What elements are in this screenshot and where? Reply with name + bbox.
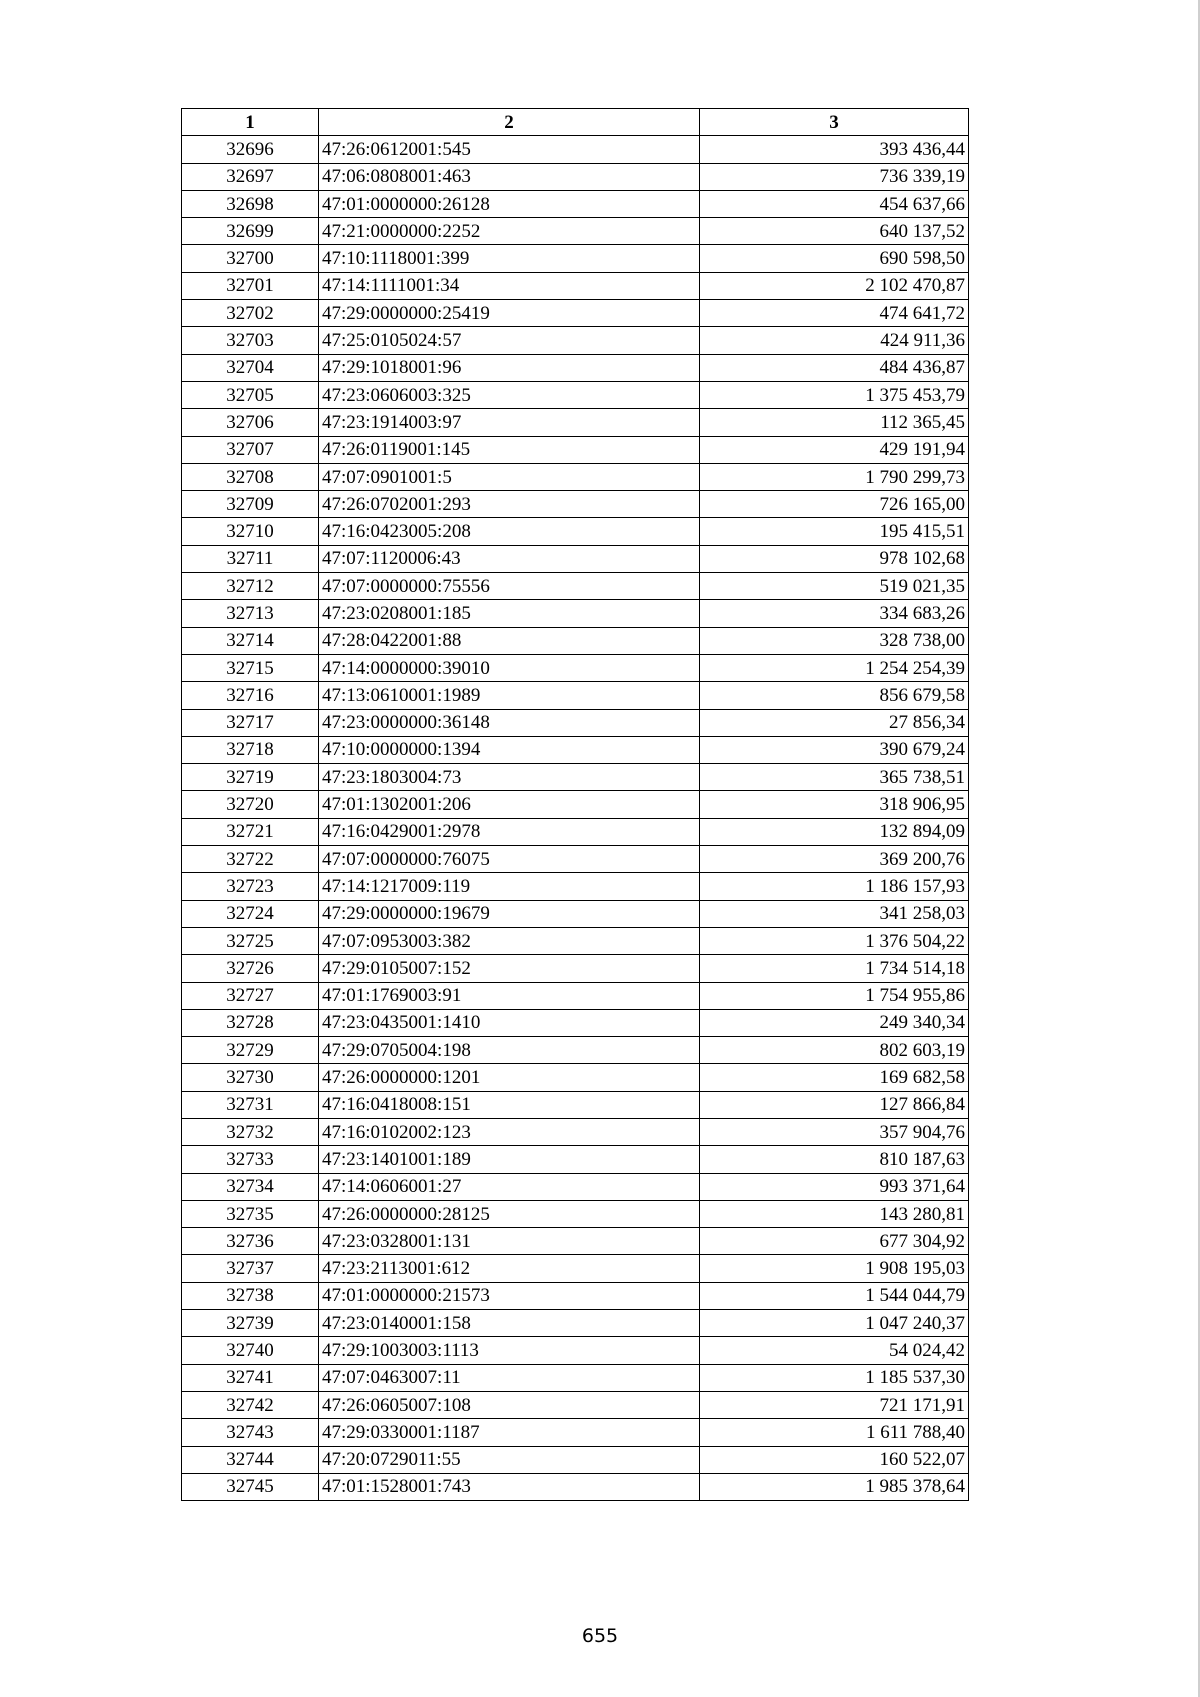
cadastral-number-cell: 47:29:0105007:152	[319, 955, 700, 982]
table-row	[182, 463, 969, 490]
cadastral-number-cell: 47:07:0901001:5	[319, 463, 700, 490]
cadastral-number-cell: 47:20:0729011:55	[319, 1446, 700, 1473]
cadastral-value-cell: 1 375 453,79	[700, 381, 969, 408]
table-header-row	[182, 109, 969, 136]
cadastral-number-cell: 47:16:0102002:123	[319, 1118, 700, 1145]
cadastral-number-cell: 47:29:1003003:1113	[319, 1337, 700, 1364]
cadastral-value-cell: 365 738,51	[700, 764, 969, 791]
row-number-cell: 32697	[182, 163, 319, 190]
cadastral-value-cell: 856 679,58	[700, 682, 969, 709]
cadastral-value-cell: 2 102 470,87	[700, 272, 969, 299]
cadastral-number-cell: 47:26:0000000:1201	[319, 1064, 700, 1091]
table-row	[182, 163, 969, 190]
cadastral-value-cell: 132 894,09	[700, 818, 969, 845]
table-row	[182, 1255, 969, 1282]
cadastral-number-cell: 47:23:1803004:73	[319, 764, 700, 791]
cadastral-value-cell: 390 679,24	[700, 736, 969, 763]
table-row	[182, 1118, 969, 1145]
cadastral-number-cell: 47:29:0000000:19679	[319, 900, 700, 927]
table-row	[182, 1064, 969, 1091]
cadastral-value-cell: 690 598,50	[700, 245, 969, 272]
row-number-cell: 32727	[182, 982, 319, 1009]
row-number-cell: 32709	[182, 491, 319, 518]
cadastral-value-cell: 1 047 240,37	[700, 1310, 969, 1337]
row-number-cell: 32731	[182, 1091, 319, 1118]
table-row	[182, 1200, 969, 1227]
table-row	[182, 900, 969, 927]
row-number-cell: 32718	[182, 736, 319, 763]
cadastral-value-cell: 1 734 514,18	[700, 955, 969, 982]
cadastral-value-cell: 54 024,42	[700, 1337, 969, 1364]
table-row	[182, 545, 969, 572]
cadastral-number-cell: 47:26:0000000:28125	[319, 1200, 700, 1227]
table-row	[182, 955, 969, 982]
table-row	[182, 818, 969, 845]
cadastral-number-cell: 47:26:0612001:545	[319, 136, 700, 163]
row-number-cell: 32738	[182, 1282, 319, 1309]
table-row	[182, 1446, 969, 1473]
cadastral-value-cell: 169 682,58	[700, 1064, 969, 1091]
row-number-cell: 32716	[182, 682, 319, 709]
row-number-cell: 32714	[182, 627, 319, 654]
cadastral-number-cell: 47:23:2113001:612	[319, 1255, 700, 1282]
row-number-cell: 32701	[182, 272, 319, 299]
cadastral-number-cell: 47:23:0000000:36148	[319, 709, 700, 736]
page-number: 655	[581, 1625, 619, 1647]
cadastral-value-cell: 369 200,76	[700, 846, 969, 873]
table-row	[182, 873, 969, 900]
cadastral-value-cell: 736 339,19	[700, 163, 969, 190]
row-number-cell: 32724	[182, 900, 319, 927]
row-number-cell: 32726	[182, 955, 319, 982]
cadastral-value-cell: 127 866,84	[700, 1091, 969, 1118]
row-number-cell: 32707	[182, 436, 319, 463]
cadastral-value-cell: 328 738,00	[700, 627, 969, 654]
row-number-cell: 32722	[182, 846, 319, 873]
table-row	[182, 190, 969, 217]
cadastral-value-cell: 726 165,00	[700, 491, 969, 518]
cadastral-value-cell: 802 603,19	[700, 1037, 969, 1064]
table-row	[182, 1091, 969, 1118]
cadastral-value-cell: 27 856,34	[700, 709, 969, 736]
cadastral-value-cell: 1 611 788,40	[700, 1419, 969, 1446]
table-row	[182, 791, 969, 818]
cadastral-number-cell: 47:14:1111001:34	[319, 272, 700, 299]
cadastral-value-cell: 1 908 195,03	[700, 1255, 969, 1282]
table-row	[182, 218, 969, 245]
table-row	[182, 1473, 969, 1500]
cadastral-number-cell: 47:26:0702001:293	[319, 491, 700, 518]
cadastral-number-cell: 47:01:0000000:26128	[319, 190, 700, 217]
row-number-cell: 32740	[182, 1337, 319, 1364]
row-number-cell: 32720	[182, 791, 319, 818]
table-row	[182, 627, 969, 654]
cadastral-value-cell: 1 754 955,86	[700, 982, 969, 1009]
row-number-cell: 32721	[182, 818, 319, 845]
cadastral-value-cell: 474 641,72	[700, 300, 969, 327]
table-row	[182, 136, 969, 163]
table-row	[182, 764, 969, 791]
cadastral-number-cell: 47:26:0605007:108	[319, 1391, 700, 1418]
cadastral-number-cell: 47:29:0705004:198	[319, 1037, 700, 1064]
row-number-cell: 32715	[182, 654, 319, 681]
cadastral-number-cell: 47:23:0140001:158	[319, 1310, 700, 1337]
row-number-cell: 32725	[182, 927, 319, 954]
table-row	[182, 736, 969, 763]
row-number-cell: 32743	[182, 1419, 319, 1446]
cadastral-value-cell: 810 187,63	[700, 1146, 969, 1173]
cadastral-number-cell: 47:14:1217009:119	[319, 873, 700, 900]
table-body	[182, 136, 969, 1501]
row-number-cell: 32733	[182, 1146, 319, 1173]
cadastral-value-cell: 160 522,07	[700, 1446, 969, 1473]
cadastral-number-cell: 47:23:0328001:131	[319, 1228, 700, 1255]
cadastral-value-cell: 341 258,03	[700, 900, 969, 927]
cadastral-number-cell: 47:25:0105024:57	[319, 327, 700, 354]
cadastral-value-cell: 318 906,95	[700, 791, 969, 818]
cadastral-number-cell: 47:01:1302001:206	[319, 791, 700, 818]
cadastral-number-cell: 47:26:0119001:145	[319, 436, 700, 463]
cadastral-number-cell: 47:29:0000000:25419	[319, 300, 700, 327]
table-row	[182, 381, 969, 408]
cadastral-value-cell: 424 911,36	[700, 327, 969, 354]
cadastral-number-cell: 47:16:0429001:2978	[319, 818, 700, 845]
row-number-cell: 32713	[182, 600, 319, 627]
cadastral-number-cell: 47:01:1769003:91	[319, 982, 700, 1009]
cadastral-number-cell: 47:14:0606001:27	[319, 1173, 700, 1200]
row-number-cell: 32703	[182, 327, 319, 354]
table-row	[182, 1391, 969, 1418]
cadastral-value-cell: 677 304,92	[700, 1228, 969, 1255]
column-header-3: 3	[700, 109, 969, 136]
cadastral-number-cell: 47:29:1018001:96	[319, 354, 700, 381]
row-number-cell: 32729	[182, 1037, 319, 1064]
row-number-cell: 32730	[182, 1064, 319, 1091]
row-number-cell: 32702	[182, 300, 319, 327]
table-row	[182, 300, 969, 327]
cadastral-number-cell: 47:07:0953003:382	[319, 927, 700, 954]
table-row	[182, 982, 969, 1009]
row-number-cell: 32719	[182, 764, 319, 791]
table-row	[182, 1228, 969, 1255]
table-row	[182, 245, 969, 272]
row-number-cell: 32742	[182, 1391, 319, 1418]
row-number-cell: 32710	[182, 518, 319, 545]
table-row	[182, 272, 969, 299]
cadastral-number-cell: 47:01:1528001:743	[319, 1473, 700, 1500]
cadastral-number-cell: 47:14:0000000:39010	[319, 654, 700, 681]
cadastral-value-cell: 993 371,64	[700, 1173, 969, 1200]
row-number-cell: 32728	[182, 1009, 319, 1036]
row-number-cell: 32744	[182, 1446, 319, 1473]
cadastral-number-cell: 47:10:1118001:399	[319, 245, 700, 272]
cadastral-value-cell: 357 904,76	[700, 1118, 969, 1145]
cadastral-value-cell: 1 985 378,64	[700, 1473, 969, 1500]
cadastral-number-cell: 47:29:0330001:1187	[319, 1419, 700, 1446]
table-row	[182, 1173, 969, 1200]
table-row	[182, 1337, 969, 1364]
cadastral-value-cell: 334 683,26	[700, 600, 969, 627]
row-number-cell: 32745	[182, 1473, 319, 1500]
table-row	[182, 573, 969, 600]
cadastral-number-cell: 47:07:0463007:11	[319, 1364, 700, 1391]
table-row	[182, 1364, 969, 1391]
cadastral-number-cell: 47:07:0000000:75556	[319, 573, 700, 600]
cadastral-value-cell: 484 436,87	[700, 354, 969, 381]
table-row	[182, 654, 969, 681]
cadastral-value-cell: 1 544 044,79	[700, 1282, 969, 1309]
cadastral-number-cell: 47:23:0606003:325	[319, 381, 700, 408]
row-number-cell: 32705	[182, 381, 319, 408]
row-number-cell: 32698	[182, 190, 319, 217]
column-header-1: 1	[182, 109, 319, 136]
row-number-cell: 32712	[182, 573, 319, 600]
cadastral-value-cell: 1 376 504,22	[700, 927, 969, 954]
row-number-cell: 32734	[182, 1173, 319, 1200]
cadastral-value-cell: 143 280,81	[700, 1200, 969, 1227]
row-number-cell: 32739	[182, 1310, 319, 1337]
cadastral-number-cell: 47:13:0610001:1989	[319, 682, 700, 709]
cadastral-value-cell: 978 102,68	[700, 545, 969, 572]
cadastral-value-cell: 249 340,34	[700, 1009, 969, 1036]
table-row	[182, 491, 969, 518]
row-number-cell: 32717	[182, 709, 319, 736]
cadastral-number-cell: 47:16:0423005:208	[319, 518, 700, 545]
cadastral-value-cell: 195 415,51	[700, 518, 969, 545]
table-row	[182, 846, 969, 873]
cadastral-value-cell: 721 171,91	[700, 1391, 969, 1418]
row-number-cell: 32704	[182, 354, 319, 381]
cadastral-number-cell: 47:23:1914003:97	[319, 409, 700, 436]
column-header-2: 2	[319, 109, 700, 136]
table-row	[182, 682, 969, 709]
cadastral-value-cell: 393 436,44	[700, 136, 969, 163]
table-row	[182, 600, 969, 627]
cadastral-value-cell: 1 186 157,93	[700, 873, 969, 900]
cadastral-number-cell: 47:23:0435001:1410	[319, 1009, 700, 1036]
cadastral-number-cell: 47:06:0808001:463	[319, 163, 700, 190]
cadastral-number-cell: 47:21:0000000:2252	[319, 218, 700, 245]
row-number-cell: 32737	[182, 1255, 319, 1282]
table-row	[182, 927, 969, 954]
table-row	[182, 1037, 969, 1064]
table-row	[182, 1009, 969, 1036]
cadastral-value-cell: 1 790 299,73	[700, 463, 969, 490]
row-number-cell: 32711	[182, 545, 319, 572]
row-number-cell: 32741	[182, 1364, 319, 1391]
row-number-cell: 32723	[182, 873, 319, 900]
cadastral-number-cell: 47:07:1120006:43	[319, 545, 700, 572]
row-number-cell: 32735	[182, 1200, 319, 1227]
row-number-cell: 32736	[182, 1228, 319, 1255]
row-number-cell: 32699	[182, 218, 319, 245]
table-row	[182, 354, 969, 381]
cadastral-number-cell: 47:01:0000000:21573	[319, 1282, 700, 1309]
cadastral-value-cell: 112 365,45	[700, 409, 969, 436]
row-number-cell: 32732	[182, 1118, 319, 1145]
cadastral-number-cell: 47:10:0000000:1394	[319, 736, 700, 763]
table-row	[182, 709, 969, 736]
row-number-cell: 32700	[182, 245, 319, 272]
cadastral-value-table	[181, 108, 969, 1501]
table-row	[182, 518, 969, 545]
table-row	[182, 1419, 969, 1446]
table-row	[182, 409, 969, 436]
cadastral-value-cell: 640 137,52	[700, 218, 969, 245]
cadastral-value-cell: 429 191,94	[700, 436, 969, 463]
cadastral-number-cell: 47:16:0418008:151	[319, 1091, 700, 1118]
cadastral-number-cell: 47:23:0208001:185	[319, 600, 700, 627]
cadastral-value-cell: 519 021,35	[700, 573, 969, 600]
cadastral-value-cell: 454 637,66	[700, 190, 969, 217]
cadastral-number-cell: 47:07:0000000:76075	[319, 846, 700, 873]
cadastral-number-cell: 47:28:0422001:88	[319, 627, 700, 654]
table-row	[182, 1310, 969, 1337]
row-number-cell: 32708	[182, 463, 319, 490]
table-row	[182, 1282, 969, 1309]
table-row	[182, 1146, 969, 1173]
table-row	[182, 436, 969, 463]
row-number-cell: 32706	[182, 409, 319, 436]
cadastral-value-cell: 1 254 254,39	[700, 654, 969, 681]
cadastral-value-cell: 1 185 537,30	[700, 1364, 969, 1391]
row-number-cell: 32696	[182, 136, 319, 163]
table-row	[182, 327, 969, 354]
cadastral-number-cell: 47:23:1401001:189	[319, 1146, 700, 1173]
